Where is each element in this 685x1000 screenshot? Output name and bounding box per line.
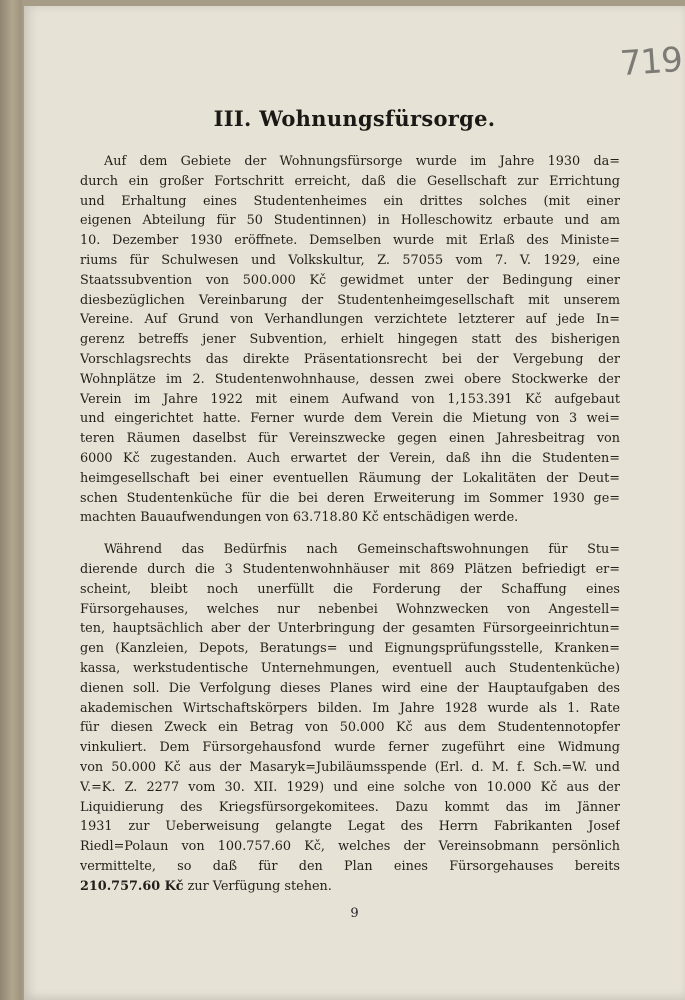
text-line: für diesen Zweck ein Betrag von 50.000 Kč aus dem Studentennotopfer [80, 720, 620, 736]
text-line: Riedl=Polaun von 100.757.60 Kč, welches der Vereinsobmann persönlich [80, 839, 620, 855]
printed-page-number: 9 [350, 906, 359, 921]
text-line: teren Räumen daselbst für Vereinszwecke gegen einen Jahresbeitrag von [80, 431, 620, 447]
text-line: 10. Dezember 1930 eröffnete. Demselben wurde mit Erlaß des Ministe= [80, 233, 620, 249]
paragraph-gap [80, 528, 620, 540]
text-line: Wohnplätze im 2. Studentenwohnhause, dessen zwei obere Stockwerke der [80, 371, 620, 387]
text-line: Liquidierung des Kriegsfürsorgekomitees. Dazu kommt das im Jänner [80, 799, 620, 815]
text-line: Auf dem Gebiete der Wohnungsfürsorge wurde im Jahre 1930 da= [104, 154, 620, 169]
text-line: machten Bauaufwendungen von 63.718.80 Kč entschädigen werde. [80, 510, 519, 526]
text-line: gen (Kanzleien, Depots, Beratungs= und Eignungsprüfungsstelle, Kranken= [80, 641, 620, 657]
section-title: III. Wohnungsfürsorge. [213, 106, 496, 131]
bold-amount: 210.757.60 Kč [80, 878, 184, 894]
text-line: eigenen Abteilung für 50 Studentinnen) in Holleschowitz erbaute und am [80, 213, 620, 229]
text-line: schen Studentenküche für die bei deren Erweiterung im Sommer 1930 ge= [80, 490, 620, 506]
text-line: und eingerichtet hatte. Ferner wurde dem Verein die Mietung von 3 wei= [80, 411, 620, 427]
text-line: 6000 Kč zugestanden. Auch erwartet der Verein, daß ihn die Studenten= [80, 450, 620, 466]
text-line: dienen soll. Die Verfolgung dieses Planes wird eine der Hauptaufgaben des [80, 680, 620, 696]
text-line: durch ein großer Fortschritt erreicht, daß die Gesellschaft zur Errichtung [80, 173, 620, 189]
handwritten-page-number: 719 [618, 39, 684, 85]
text-line: V.=K. Z. 2277 vom 30. XII. 1929) und eine solche von 10.000 Kč aus der [80, 779, 620, 795]
text-line: gerenz betreffs jener Subvention, erhielt hingegen statt des bisherigen [80, 332, 620, 348]
text-line: Vorschlagsrechts das direkte Präsentationsrecht bei der Vergebung der [80, 351, 620, 367]
text-line: dierende durch die 3 Studentenwohnhäuser mit 869 Plätzen befriedigt er= [80, 561, 620, 577]
text-line: scheint, bleibt noch unerfüllt die Forderung der Schaffung eines [80, 581, 620, 597]
text-line: riums für Schulwesen und Volkskultur, Z. 57055 vom 7. V. 1929, eine [80, 252, 620, 268]
text-line: kassa, werkstudentische Unternehmungen, eventuell auch Studentenküche) [80, 660, 620, 676]
text-line: heimgesellschaft bei einer eventuellen Räumung der Lokalitäten der Deut= [80, 470, 620, 486]
paragraph-1 [80, 152, 620, 528]
text-line: 1931 zur Ueberweisung gelangte Legat des Herrn Fabrikanten Josef [80, 819, 620, 835]
text-line [80, 877, 620, 897]
text-line: Vereine. Auf Grund von Verhandlungen verzichtete letzterer auf jede In= [80, 312, 620, 328]
text-line: Staatssubvention von 500.000 Kč gewidmet unter der Bedingung einer [80, 272, 620, 288]
text-line: Während das Bedürfnis nach Gemeinschaftswohnungen für Stu= [104, 542, 620, 558]
book-binding-edge [0, 0, 22, 1000]
text-line: vermittelte, so daß für den Plan eines Fürsorgehauses bereits [80, 858, 620, 874]
text-line-rest: zur Verfügung stehen. [183, 878, 332, 894]
text-line: Verein im Jahre 1922 mit einem Aufwand von 1,153.391 Kč aufgebaut [80, 391, 620, 407]
document-page [24, 6, 685, 1000]
body-text [80, 152, 620, 896]
text-line: vinkuliert. Dem Fürsorgehausfond wurde ferner zugeführt eine Widmung [80, 740, 620, 756]
text-line: und Erhaltung eines Studentenheimes ein drittes solches (mit einer [80, 193, 620, 209]
text-line: akademischen Wirtschaftskörpers bilden. Im Jahre 1928 wurde als 1. Rate [80, 700, 620, 716]
text-line: ten, hauptsächlich aber der Unterbringung der gesamten Fürsorgeeinrichtun= [80, 621, 620, 637]
text-line: diesbezüglichen Vereinbarung der Studentenheimgesellschaft mit unserem [80, 292, 620, 308]
paragraph-2 [80, 540, 620, 896]
text-line: Fürsorgehauses, welches nur nebenbei Wohnzwecken von Angestell= [80, 601, 620, 617]
text-line: von 50.000 Kč aus der Masaryk=Jubiläumsspende (Erl. d. M. f. Sch.=W. und [80, 759, 620, 775]
